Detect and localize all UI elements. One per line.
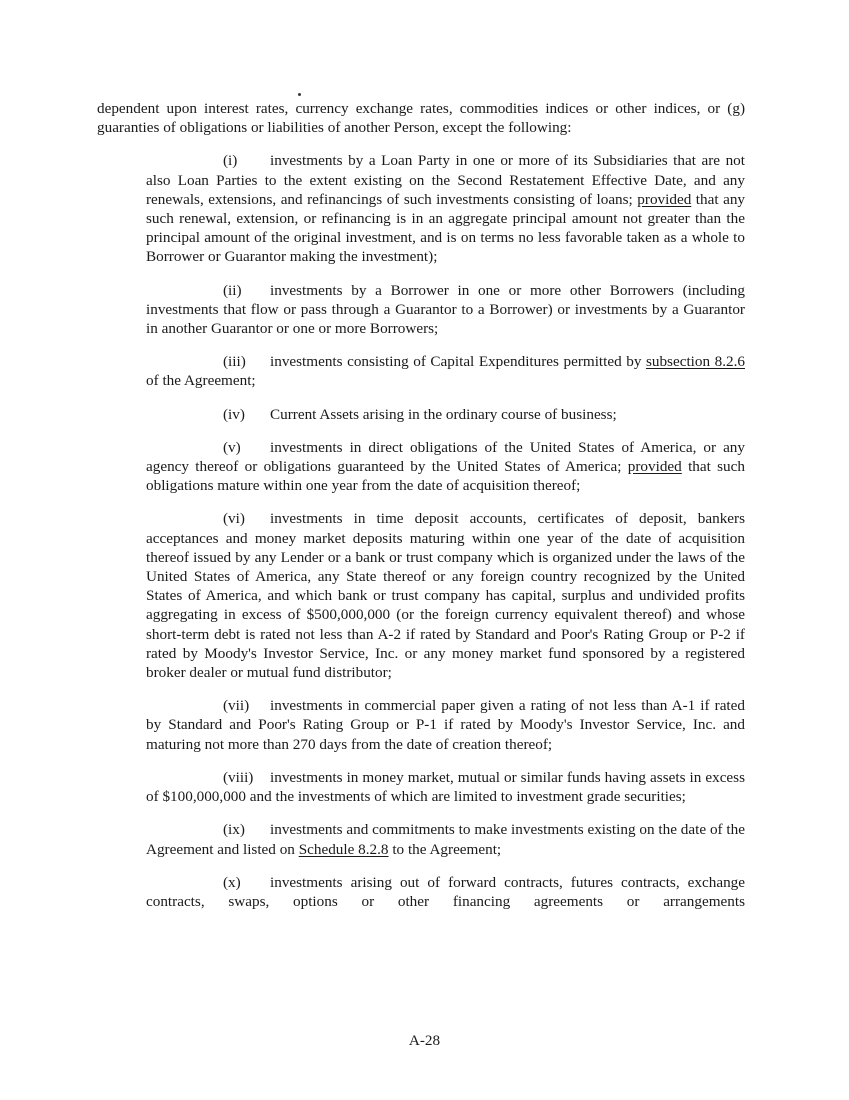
cross-reference: Schedule 8.2.8 bbox=[298, 840, 389, 858]
clause-text: investments by a Borrower in one or more other Borrowers (including investments that flow or pass through a Guarantor to a Borrower) or investments by a Guarantor in another Guarantor or one or more Borrowers; bbox=[146, 281, 745, 338]
clause-text: to the Agreement; bbox=[388, 840, 502, 858]
clause-number: (vi) bbox=[223, 510, 245, 528]
clause-paragraph bbox=[146, 352, 745, 390]
clause-text: investments and commitments to make investments existing on the date of the Agreement and listed on bbox=[146, 821, 745, 858]
clause-paragraph bbox=[146, 151, 745, 266]
page-number: A-28 bbox=[408, 1032, 441, 1049]
clause-text: that any such renewal, extension, or refinancing is in an aggregate principal amount not greater than the principal amount of the original investment, and is on terms no less favorable taken as a whole to Borrower or Guarantor making the investment); bbox=[146, 190, 746, 266]
clause-text: of the Agreement; bbox=[146, 372, 256, 390]
clause-number: (ii) bbox=[223, 281, 242, 299]
clause-paragraph bbox=[146, 696, 745, 754]
clause-paragraph bbox=[146, 281, 745, 339]
clause-number: (ix) bbox=[223, 821, 245, 839]
clause-number: (iv) bbox=[223, 405, 245, 423]
clause-number: (v) bbox=[223, 438, 241, 456]
document-content bbox=[97, 99, 745, 925]
clause-number: (x) bbox=[223, 873, 241, 891]
cross-reference: provided bbox=[627, 458, 682, 476]
cross-reference: subsection 8.2.6 bbox=[645, 353, 745, 371]
clause-paragraph bbox=[146, 873, 745, 911]
clause-text: investments in commercial paper given a rating of not less than A-1 if rated by Standard and Poor's Rating Group or P-1 if rated by Moody's Investor Service, Inc. and maturing not more than 270 days from the date of creation thereof; bbox=[146, 697, 745, 753]
scan-artifact-dot bbox=[298, 93, 301, 96]
clause-paragraph bbox=[146, 768, 745, 806]
clause-paragraph bbox=[146, 820, 745, 858]
clause-number: (iii) bbox=[223, 353, 246, 371]
clause-paragraph bbox=[146, 509, 745, 682]
clause-text: investments in direct obligations of the United States of America, or any agency thereof or obligations guaranteed by the United States of America; bbox=[146, 438, 745, 476]
clause-text: Current Assets arising in the ordinary course of business; bbox=[270, 405, 617, 423]
cross-reference: provided bbox=[637, 190, 692, 208]
clause-paragraph bbox=[146, 438, 745, 496]
clause-number: (viii) bbox=[223, 768, 254, 786]
clause-text: investments arising out of forward contracts, futures contracts, exchange contracts, swaps, options or other financing agreements or arrangements bbox=[146, 873, 745, 910]
intro-paragraph: dependent upon interest rates, currency exchange rates, commodities indices or other indices, or (g) guaranties of obligations or liabilities of another Person, except the following: bbox=[97, 100, 745, 137]
clause-text: investments in money market, mutual or similar funds having assets in excess of $100,000,000 and the investments of which are limited to investment grade securities; bbox=[146, 768, 745, 806]
clause-paragraph bbox=[146, 405, 745, 424]
clause-text: investments in time deposit accounts, certificates of deposit, bankers acceptances and money market deposits maturing within one year of the date of acquisition thereof issued by any Lender or a bank or trust company which is organized under the laws of the United States of America, any State thereof or any foreign country recognized by the United States of America, and which bank or trust company has capital, surplus and undivided profits aggregating in excess of $500,000,000 (or the foreign currency equivalent thereof) and whose short-term debt is rated not less than A-2 if rated by Standard and Poor's Rating Group or P-2 if rated by Moody's Investor Service, Inc. or any money market fund sponsored by a registered broker dealer or mutual fund distributor; bbox=[146, 510, 745, 682]
clause-number: (i) bbox=[223, 152, 238, 170]
clause-list bbox=[97, 151, 745, 911]
clause-text: investments by a Loan Party in one or more of its Subsidiaries that are not also Loan Parties to the extent existing on the Second Restatement Effective Date, and any renewals, extensions, and refinancings of such investments consisting of loans; bbox=[146, 152, 745, 208]
clause-text: investments consisting of Capital Expenditures permitted by bbox=[270, 353, 646, 371]
clause-number: (vii) bbox=[223, 697, 250, 715]
clause-text: that such obligations mature within one year from the date of acquisition thereof; bbox=[146, 458, 745, 495]
